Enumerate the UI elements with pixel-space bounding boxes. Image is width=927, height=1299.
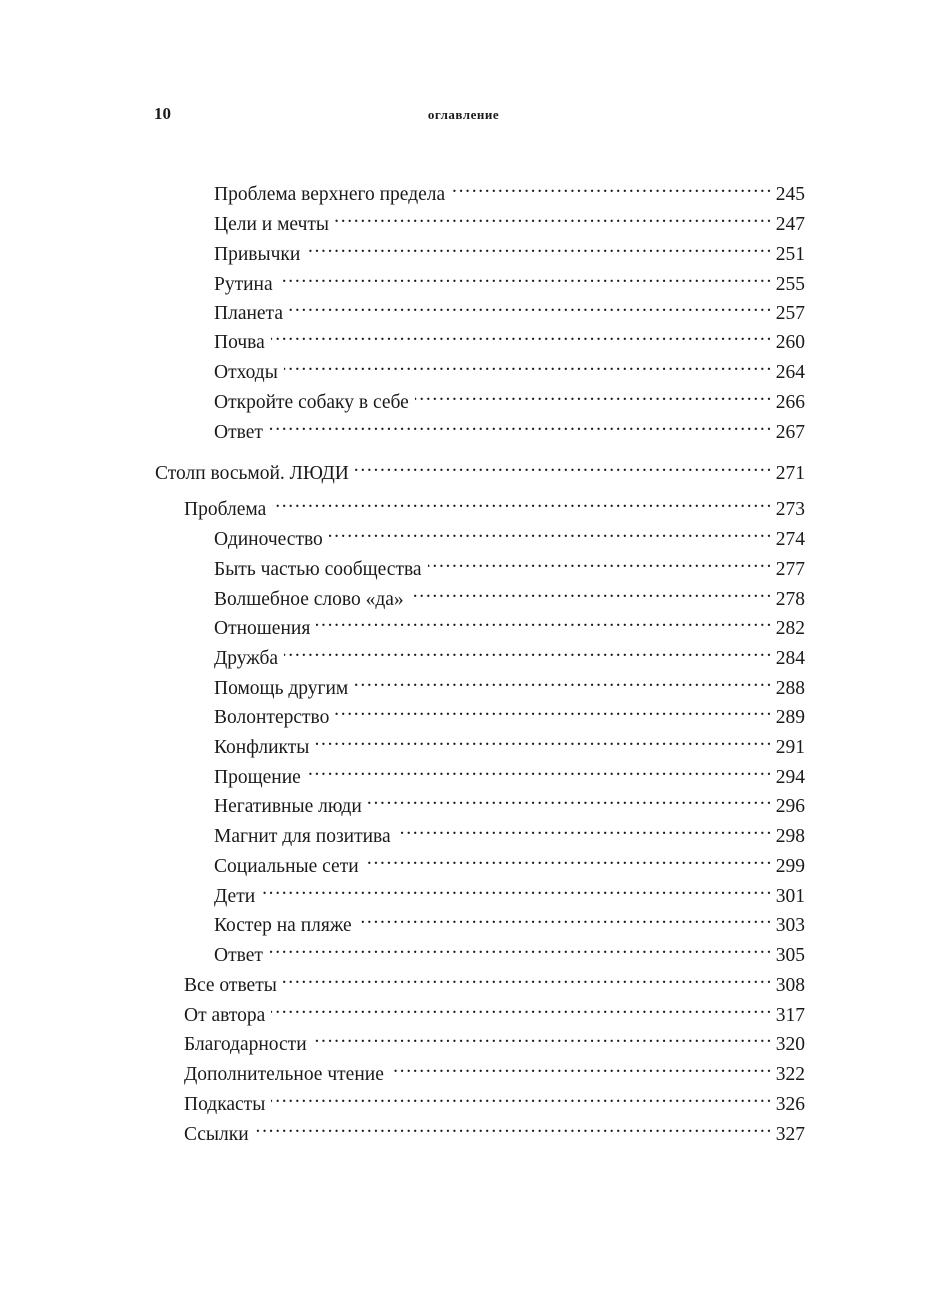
toc-entry xyxy=(214,727,805,758)
toc-entry xyxy=(184,489,805,520)
toc-leader-dots xyxy=(283,965,770,991)
toc-leader-dots xyxy=(335,204,770,230)
toc-leader-dots xyxy=(410,579,770,605)
toc-leader-dots xyxy=(390,1054,770,1080)
toc-entry xyxy=(184,1054,805,1085)
toc-entry-page: 298 xyxy=(775,826,805,847)
toc-leader-dots xyxy=(269,935,770,961)
toc-leader-dots xyxy=(415,382,770,408)
toc-entry-page: 245 xyxy=(775,184,805,205)
toc-entry xyxy=(214,638,805,669)
toc-leader-dots xyxy=(397,816,770,842)
toc-entry-page: 322 xyxy=(775,1064,805,1085)
toc-leader-dots xyxy=(307,757,770,783)
toc-leader-dots xyxy=(271,995,769,1021)
toc-entry-page: 251 xyxy=(775,244,805,265)
toc-leader-dots xyxy=(272,489,769,515)
toc-entry-page: 273 xyxy=(775,499,805,520)
toc-entry-title: Ответ xyxy=(214,422,263,443)
toc-entry-title: Благодарности xyxy=(184,1034,307,1055)
toc-leader-dots xyxy=(255,1114,770,1140)
toc-entry xyxy=(214,322,805,353)
toc-entry-page: 320 xyxy=(775,1034,805,1055)
toc-entry-title: Дети xyxy=(214,886,256,907)
toc-entry-page: 288 xyxy=(775,678,805,699)
toc-entry-title: Одиночество xyxy=(214,529,323,550)
toc-entry xyxy=(214,293,805,324)
toc-entry-page: 296 xyxy=(775,796,805,817)
toc-entry xyxy=(214,697,805,728)
toc-entry-title: Конфликты xyxy=(214,737,310,758)
toc-leader-dots xyxy=(261,876,770,902)
toc-entry-title: Цели и мечты xyxy=(214,214,330,235)
toc-entry xyxy=(184,965,805,996)
toc-entry xyxy=(214,234,805,265)
toc-entry-page: 326 xyxy=(775,1094,805,1115)
toc-entry xyxy=(214,519,805,550)
toc-leader-dots xyxy=(269,412,770,438)
toc-entry xyxy=(214,786,805,817)
toc-entry-title: Рутина xyxy=(214,274,273,295)
toc-entry-title: Отношения xyxy=(214,618,311,639)
toc-leader-dots xyxy=(451,174,770,200)
page-number: 10 xyxy=(154,104,171,123)
toc-entry-title: Проблема xyxy=(184,499,267,520)
toc-leader-dots xyxy=(284,352,770,378)
toc-entry-page: 247 xyxy=(775,214,805,235)
toc-entry xyxy=(155,453,805,484)
toc-entry-page: 267 xyxy=(775,422,805,443)
toc-leader-dots xyxy=(271,322,770,348)
toc-entry xyxy=(184,1024,805,1055)
toc-entry-page: 282 xyxy=(775,618,805,639)
toc-entry xyxy=(214,352,805,383)
toc-leader-dots xyxy=(284,638,770,664)
toc-entry-title: Дружба xyxy=(214,648,279,669)
toc-entry-page: 274 xyxy=(775,529,805,550)
toc-entry xyxy=(214,757,805,788)
toc-entry-page: 291 xyxy=(775,737,805,758)
toc-entry xyxy=(214,382,805,413)
toc-entry xyxy=(184,1114,805,1145)
toc-entry-title: Отходы xyxy=(214,362,278,383)
toc-entry-page: 271 xyxy=(775,463,805,484)
toc-entry-title: Негативные люди xyxy=(214,796,362,817)
toc-entry xyxy=(214,905,805,936)
toc-entry-title: Откройте собаку в себе xyxy=(214,392,409,413)
toc-entry-title: Все ответы xyxy=(184,975,277,996)
toc-entry-title: Ответ xyxy=(214,945,263,966)
toc-leader-dots xyxy=(306,234,769,260)
toc-leader-dots xyxy=(316,608,769,634)
toc-entry-page: 260 xyxy=(775,332,805,353)
toc-leader-dots xyxy=(368,786,770,812)
toc-entry-page: 303 xyxy=(775,915,805,936)
toc-entry-page: 277 xyxy=(775,559,805,580)
toc-entry xyxy=(214,816,805,847)
toc-entry-page: 257 xyxy=(775,303,805,324)
toc-entry-title: Подкасты xyxy=(184,1094,266,1115)
toc-entry-title: Ссылки xyxy=(184,1124,249,1145)
toc-leader-dots xyxy=(365,846,770,872)
toc-entry-title: Волшебное слово «да» xyxy=(214,589,404,610)
toc-entry-page: 294 xyxy=(775,767,805,788)
toc-entry xyxy=(214,174,805,205)
toc-leader-dots xyxy=(329,519,770,545)
toc-entry xyxy=(214,549,805,580)
toc-entry-page: 266 xyxy=(775,392,805,413)
toc-entry-title: Почва xyxy=(214,332,265,353)
toc-entry xyxy=(214,412,805,443)
toc-entry-title: От автора xyxy=(184,1005,266,1026)
toc-entry-page: 289 xyxy=(775,707,805,728)
toc-entry xyxy=(214,668,805,699)
toc-entry-title: Дополнительное чтение xyxy=(184,1064,384,1085)
toc-entry-title: Привычки xyxy=(214,244,301,265)
toc-leader-dots xyxy=(354,668,769,694)
toc-entry-page: 278 xyxy=(775,589,805,610)
toc-leader-dots xyxy=(279,264,770,290)
toc-entry-page: 255 xyxy=(775,274,805,295)
toc-entry-page: 301 xyxy=(775,886,805,907)
toc-entry xyxy=(214,579,805,610)
toc-entry xyxy=(214,204,805,235)
toc-leader-dots xyxy=(358,905,770,931)
toc-entry xyxy=(214,935,805,966)
toc-entry-page: 264 xyxy=(775,362,805,383)
toc-entry-page: 317 xyxy=(775,1005,805,1026)
toc-entry-title: Магнит для позитива xyxy=(214,826,391,847)
toc-leader-dots xyxy=(335,697,769,723)
running-head: оглавление xyxy=(427,107,500,122)
toc-entry-title: Быть частью сообщества xyxy=(214,559,422,580)
toc-entry-title: Столп восьмой. ЛЮДИ xyxy=(155,463,349,484)
toc-entry-title: Планета xyxy=(214,303,283,324)
toc-entry xyxy=(214,846,805,877)
toc-leader-dots xyxy=(428,549,770,575)
toc-leader-dots xyxy=(271,1084,769,1110)
toc-entry xyxy=(184,995,805,1026)
toc-entry-title: Социальные сети xyxy=(214,856,359,877)
toc-entry-page: 284 xyxy=(775,648,805,669)
toc-entry-page: 305 xyxy=(775,945,805,966)
toc-leader-dots xyxy=(315,727,769,753)
toc-entry-title: Костер на пляже xyxy=(214,915,352,936)
toc-entry-title: Прощение xyxy=(214,767,301,788)
toc-entry xyxy=(184,1084,805,1115)
toc-entry-page: 299 xyxy=(775,856,805,877)
toc-entry xyxy=(214,876,805,907)
toc-leader-dots xyxy=(313,1024,770,1050)
toc-entry-title: Помощь другим xyxy=(214,678,349,699)
toc-leader-dots xyxy=(355,453,770,479)
toc-entry-title: Проблема верхнего предела xyxy=(214,184,446,205)
toc-entry-page: 308 xyxy=(775,975,805,996)
toc-leader-dots xyxy=(289,293,770,319)
toc-entry-title: Волонтерство xyxy=(214,707,330,728)
toc-entry xyxy=(214,264,805,295)
toc-entry-page: 327 xyxy=(775,1124,805,1145)
toc-entry xyxy=(214,608,805,639)
